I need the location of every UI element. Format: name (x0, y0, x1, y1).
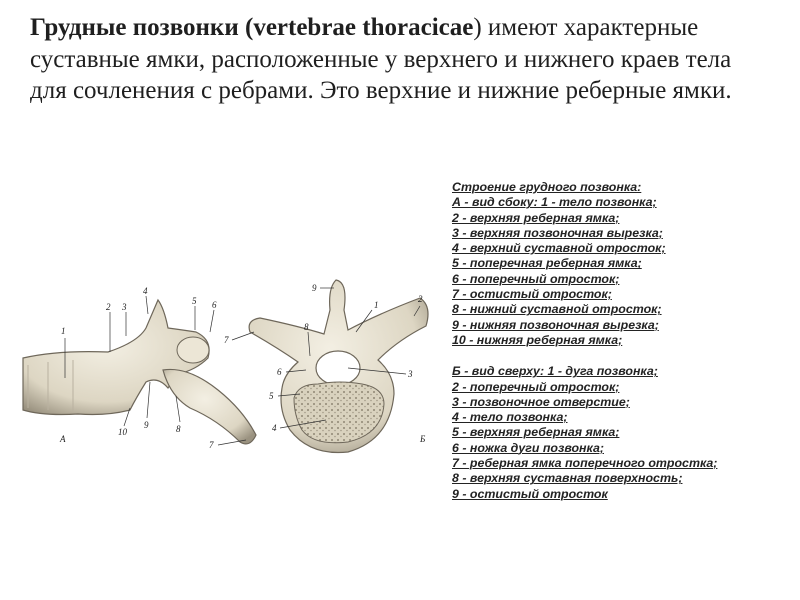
legend-a-line: 7 - остистый отросток; (452, 287, 612, 302)
legend-b-line: 9 - остистый отросток (452, 486, 608, 501)
label-b-4: 4 (272, 423, 277, 433)
legend-a-line: 4 - верхний суставной отросток; (452, 241, 666, 256)
intro-paragraph (30, 12, 770, 107)
legend-a-line: 3 - верхняя позвоночная вырезка; (452, 225, 663, 240)
legend (452, 180, 792, 502)
legend-b-line: 4 - тело позвонка; (452, 410, 568, 425)
label-b-9: 9 (312, 283, 317, 293)
label-a-9: 9 (144, 420, 149, 430)
label-b-8: 8 (304, 322, 309, 332)
legend-a-line: 10 - нижняя реберная ямка; (452, 332, 623, 347)
legend-b-line: 2 - поперечный отросток; (452, 379, 620, 394)
label-b-7: 7 (224, 335, 229, 345)
legend-b-line: 3 - позвоночное отверстие; (452, 394, 630, 409)
label-b-3: 3 (408, 369, 413, 379)
label-a-7: 7 (209, 440, 214, 450)
legend-b-line: 6 - ножка дуги позвонка; (452, 440, 604, 455)
legend-a-line: 2 - верхняя реберная ямка; (452, 210, 620, 225)
vertebra-illustration (18, 270, 448, 500)
legend-b-line: Б - вид сверху: 1 - дуга позвонка; (452, 364, 658, 379)
vertebra-top-view (224, 280, 428, 453)
label-a-1: 1 (61, 326, 66, 336)
vertebra-side-view (23, 286, 256, 450)
view-b-letter: Б (420, 434, 426, 444)
legend-b-line: 8 - верхняя суставная поверхность; (452, 471, 683, 486)
label-b-6: 6 (277, 367, 282, 377)
label-b-5: 5 (269, 391, 274, 401)
label-a-4: 4 (143, 286, 148, 296)
label-a-10: 10 (118, 427, 127, 437)
legend-a-line: Строение грудного позвонка: (452, 180, 642, 194)
intro-text: ) имеют характерные суставные ямки, расположенные у верхнего и нижнего краев тела для сочленения с ребрами. Это верхние и нижние реберные ямки. (30, 14, 732, 104)
label-a-5: 5 (192, 296, 197, 306)
legend-b-line: 5 - верхняя реберная ямка; (452, 425, 620, 440)
legend-a-line: 9 - нижняя позвоночная вырезка; (452, 317, 659, 332)
label-a-6: 6 (212, 300, 217, 310)
legend-a-line: А - вид сбоку: 1 - тело позвонка; (452, 195, 657, 210)
label-a-8: 8 (176, 424, 181, 434)
label-b-1: 1 (374, 300, 379, 310)
legend-a-line: 8 - нижний суставной отросток; (452, 302, 662, 317)
legend-spacer (452, 348, 792, 364)
label-a-2: 2 (106, 302, 111, 312)
intro-title-bold: Грудные позвонки (vertebrae thoracicae (30, 14, 474, 41)
label-a-3: 3 (122, 302, 127, 312)
label-b-2: 2 (418, 294, 423, 304)
legend-a-line: 5 - поперечная реберная ямка; (452, 256, 642, 271)
view-a-letter: А (60, 434, 66, 444)
legend-a-line: 6 - поперечный отросток; (452, 271, 620, 286)
legend-b-line: 7 - реберная ямка поперечного отростка; (452, 456, 718, 471)
